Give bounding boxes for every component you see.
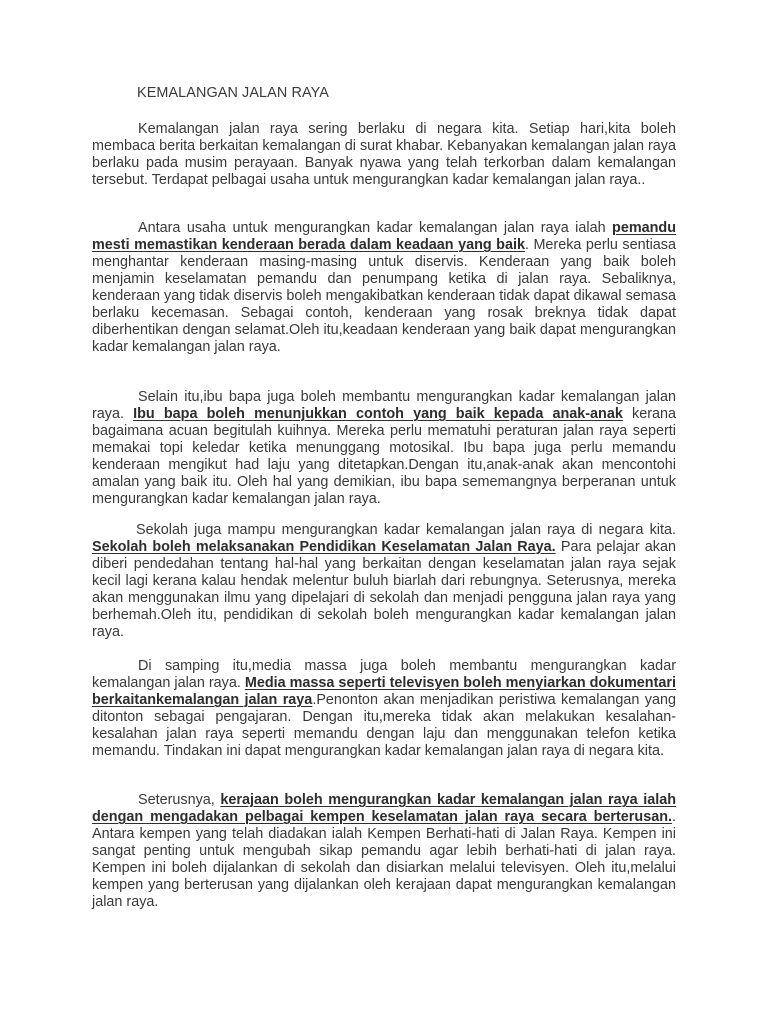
paragraph-5 xyxy=(92,658,676,760)
paragraph-4-text-end: Para pelajar akan diberi pendedahan tentang hal-hal yang berkaitan dengan keselamatan jalan raya sejak kecil lagi kerana kalau hendak melentur buluh biarlah dari rebungnya. Seterusnya, mereka akan menggunakan ilmu yang dipelajari di sekolah dan menjadi pengguna jalan raya yang berhemah.Oleh itu, pendidikan di sekolah boleh mengurangkan kadar kemalangan jalan raya. xyxy=(92,539,676,640)
paragraph-5-text-end: .Penonton akan menjadikan peristiwa kemalangan yang ditonton sebagai pengajaran. Dengan itu,mereka tidak akan melakukan kesalahan-kesalahan jalan raya seperti memandu dengan laju dan menggunakan telefon ketika memandu. Tindakan ini dapat mengurangkan kadar kemalangan jalan raya di negara kita. xyxy=(92,692,676,759)
paragraph-6-main-point: kerajaan boleh mengurangkan kadar kemalangan jalan raya ialah dengan mengadakan pelbagai kempen keselamatan jalan raya secara berterusan. xyxy=(92,792,676,825)
paragraph-3-text-end: kerana bagaimana acuan begitulah kuihnya. Mereka perlu mematuhi peraturan jalan raya seperti memakai topi keledar ketika menunggang motosikal. Ibu bapa juga perlu memandu kenderaan mengikut had laju yang ditetapkan.Dengan itu,anak-anak akan mencontohi amalan yang baik itu. Oleh hal yang demikian, ibu bapa sememangnya berperanan untuk mengurangkan kadar kemalangan jalan raya. xyxy=(92,406,676,507)
paragraph-1 xyxy=(92,121,676,189)
paragraph-3 xyxy=(92,389,676,508)
paragraph-6-text-start: Seterusnya, xyxy=(138,792,221,808)
paragraph-4-text-start: Sekolah juga mampu mengurangkan kadar kemalangan jalan raya di negara kita. xyxy=(136,522,676,538)
paragraph-4 xyxy=(92,522,676,641)
paragraph-3-main-point: Ibu bapa boleh menunjukkan contoh yang baik kepada anak-anak xyxy=(133,406,623,422)
paragraph-5-text-start: Di samping itu,media massa juga boleh membantu mengurangkan kadar kemalangan jalan raya. xyxy=(92,658,676,691)
paragraph-3-text-start: Selain itu,ibu bapa juga boleh membantu mengurangkan kadar kemalangan jalan raya. xyxy=(92,389,676,422)
document-title: KEMALANGAN JALAN RAYA xyxy=(137,85,329,101)
paragraph-2-text-start: Antara usaha untuk mengurangkan kadar kemalangan jalan raya ialah xyxy=(138,220,613,236)
paragraph-4-main-point: Sekolah boleh melaksanakan Pendidikan Keselamatan Jalan Raya. xyxy=(92,539,556,555)
paragraph-2-main-point: pemandu mesti memastikan kenderaan berada dalam keadaan yang baik xyxy=(92,220,676,253)
paragraph-6 xyxy=(92,792,676,911)
paragraph-6-text-end: . Antara kempen yang telah diadakan ialah Kempen Berhati-hati di Jalan Raya. Kempen ini sangat penting untuk mengubah sikap pemandu agar lebih berhati-hati di jalan raya. Kempen ini boleh dijalankan di sekolah dan disiarkan melalui televisyen. Oleh itu,melalui kempen yang berterusan yang dijalankan oleh kerajaan dapat mengurangkan kemalangan jalan raya. xyxy=(92,809,676,910)
paragraph-2-text-end: . Mereka perlu sentiasa menghantar kenderaan masing-masing untuk diservis. Kenderaan yang baik boleh menjamin keselamatan pemandu dan penumpang ketika di jalan raya. Sebaliknya, kenderaan yang tidak diservis boleh mengakibatkan kenderaan tidak dapat dikawal semasa berlaku kecemasan. Sebagai contoh, kenderaan yang rosak breknya tidak dapat diberhentikan dengan selamat.Oleh itu,keadaan kenderaan yang baik dapat mengurangkan kadar kemalangan jalan raya. xyxy=(92,237,676,355)
paragraph-2 xyxy=(92,220,676,356)
paragraph-5-main-point: Media massa seperti televisyen boleh menyiarkan dokumentari berkaitankemalangan jalan raya xyxy=(92,675,676,708)
paragraph-1-text: Kemalangan jalan raya sering berlaku di negara kita. Setiap hari,kita boleh membaca berita berkaitan kemalangan di surat khabar. Kebanyakan kemalangan jalan raya berlaku pada musim perayaan. Banyak nyawa yang telah terkorban dalam kemalangan tersebut. Terdapat pelbagai usaha untuk mengurangkan kadar kemalangan jalan raya.. xyxy=(92,121,676,188)
